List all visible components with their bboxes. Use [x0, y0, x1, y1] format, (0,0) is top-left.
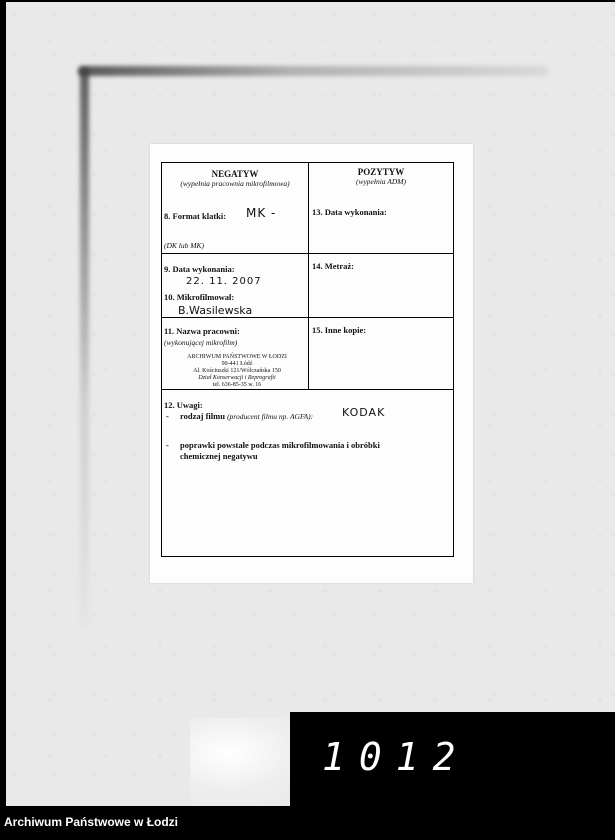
field-11-label: 11. Nazwa pracowni: — [164, 326, 240, 336]
archive-stamp — [172, 354, 302, 389]
frame-counter: 1012 — [322, 735, 470, 779]
film-type-value: KODAK — [342, 406, 386, 419]
field-12-label: 12. Uwagi: — [164, 400, 203, 410]
stamp-line-1: ARCHIWUM PAŃSTWOWE W ŁODZI — [187, 354, 287, 360]
row-divider-1 — [162, 253, 453, 254]
field-11-subtitle: (wykonującej mikrofilm) — [164, 338, 238, 347]
stamp-line-2: 90-441 Łódź — [221, 361, 253, 367]
footer-archive-name: Archiwum Państwowe w Łodzi — [4, 815, 179, 829]
shadow-edge-top — [78, 66, 548, 76]
negatyw-title: NEGATYW — [211, 169, 259, 179]
bullet-2: - — [166, 440, 169, 450]
field-10-label: 10. Mikrofilmował: — [164, 292, 235, 302]
stamp-line-3: Al. Kościuszki 121/Wólczańska 150 — [193, 368, 281, 374]
field-9-label: 9. Data wykonania: — [164, 264, 235, 274]
stamp-line-4: Dział Konserwacji i Reprografii — [198, 375, 276, 381]
field-8-value: MK - — [246, 206, 277, 220]
film-type-hint: (producent filmu np. AGFA): — [227, 412, 314, 421]
field-15-label: 15. Inne kopie: — [312, 325, 367, 335]
row-divider-3 — [162, 389, 453, 390]
row-divider-2 — [162, 317, 453, 318]
bullet-1: - — [166, 411, 169, 421]
shadow-edge-left — [80, 68, 89, 628]
field-10-value: B.Wasilewska — [178, 304, 253, 317]
negatyw-header — [162, 169, 308, 188]
stamp-line-5: tel. 636-85-35 w. 16 — [212, 382, 262, 388]
corrections-line-1: poprawki powstałe podczas mikrofilmowania i obróbki — [180, 440, 380, 450]
pozytyw-title: POZYTYW — [357, 167, 405, 177]
field-8-note: (DK lub MK) — [164, 241, 204, 250]
center-divider — [308, 163, 309, 389]
negatyw-subtitle: (wypełnia pracownia mikrofilmowa) — [180, 179, 290, 188]
film-type-label: rodzaj filmu — [180, 411, 225, 421]
field-14-label: 14. Metraż: — [312, 261, 355, 271]
field-9-value: 22. 11. 2007 — [186, 276, 262, 287]
pozytyw-subtitle: (wypełnia ADM) — [355, 177, 407, 186]
microfilm-form — [161, 162, 454, 557]
field-13-label: 13. Data wykonania: — [312, 207, 387, 217]
field-12-film-type — [180, 411, 450, 421]
field-12-corrections — [180, 440, 450, 462]
corrections-line-2: chemicznej negatywu — [180, 451, 258, 461]
microfilm-form-card — [150, 144, 473, 583]
field-8-label: 8. Format klatki: — [164, 211, 227, 221]
pozytyw-header — [308, 167, 454, 186]
